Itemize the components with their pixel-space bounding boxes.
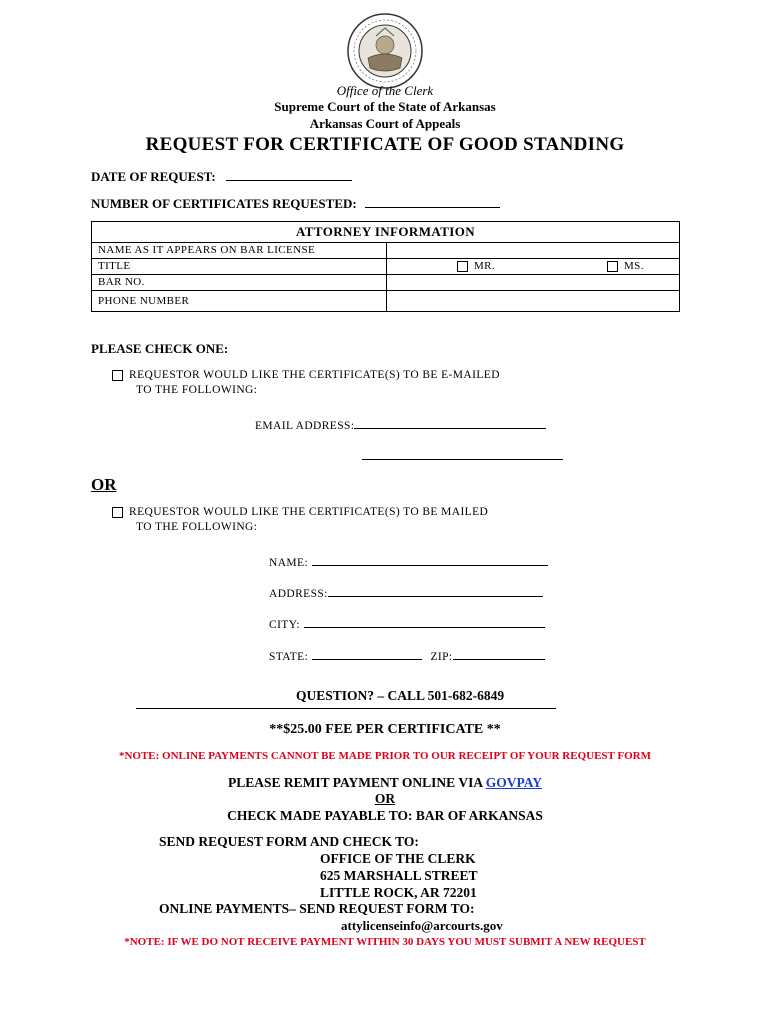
- checkbox-icon[interactable]: [112, 370, 123, 381]
- ms-label: MS.: [624, 260, 644, 272]
- state-seal-icon: [346, 12, 424, 90]
- attorney-information-table: [91, 221, 680, 312]
- bar-no-input[interactable]: [387, 275, 680, 291]
- number-of-certificates-label: NUMBER OF CERTIFICATES REQUESTED:: [91, 196, 357, 211]
- email-address-label: EMAIL ADDRESS:: [255, 420, 355, 432]
- mail-name-label: NAME:: [269, 557, 309, 569]
- number-of-certificates-field[interactable]: [91, 195, 500, 213]
- court-name-2: Arkansas Court of Appeals: [309, 116, 461, 131]
- mail-option[interactable]: [112, 506, 488, 518]
- mail-name-line[interactable]: [312, 554, 548, 566]
- send-request-to: SEND REQUEST FORM AND CHECK TO:: [159, 834, 419, 849]
- fee-per-certificate: **$25.00 FEE PER CERTIFICATE **: [269, 722, 501, 737]
- attorney-information-heading: ATTORNEY INFORMATION: [92, 222, 680, 243]
- mail-zip-line[interactable]: [453, 648, 545, 660]
- email-option-text-1: REQUESTOR WOULD LIKE THE CERTIFICATE(S) TO BE E-MAILED: [129, 369, 500, 381]
- mail-name-field[interactable]: [269, 554, 548, 569]
- mail-city-line[interactable]: [304, 616, 545, 628]
- email-address-field[interactable]: [255, 417, 546, 432]
- check-payable-to: CHECK MADE PAYABLE TO: BAR OF ARKANSAS: [227, 808, 543, 823]
- checkbox-icon[interactable]: [457, 261, 468, 272]
- or-divider: OR: [91, 475, 117, 494]
- email-address-line-2[interactable]: [362, 448, 563, 460]
- mail-option-text-2: TO THE FOLLOWING:: [136, 521, 258, 533]
- license-email[interactable]: attylicenseinfo@arcourts.gov: [341, 918, 503, 933]
- name-on-license-input[interactable]: [387, 243, 680, 259]
- ms-option[interactable]: [607, 259, 644, 274]
- email-option[interactable]: [112, 369, 500, 381]
- page-title: REQUEST FOR CERTIFICATE OF GOOD STANDING: [145, 134, 625, 155]
- remit-payment-text: PLEASE REMIT PAYMENT ONLINE VIA: [228, 775, 483, 790]
- mail-address-field[interactable]: [269, 585, 543, 600]
- phone-number-label: PHONE NUMBER: [92, 291, 387, 312]
- phone-number-input[interactable]: [387, 291, 680, 312]
- remit-payment-line: [0, 775, 770, 791]
- online-payment-note: *NOTE: ONLINE PAYMENTS CANNOT BE MADE PRIOR TO OUR RECEIPT OF YOUR REQUEST FORM: [118, 750, 652, 762]
- mail-city-label: CITY:: [269, 619, 300, 631]
- mail-zip-label: ZIP:: [430, 651, 453, 663]
- mail-option-text-1: REQUESTOR WOULD LIKE THE CERTIFICATE(S) TO BE MAILED: [129, 506, 489, 518]
- please-check-one-label: PLEASE CHECK ONE:: [91, 341, 229, 356]
- title-options: [387, 259, 680, 275]
- bar-no-label: BAR NO.: [92, 275, 387, 291]
- name-on-license-label: NAME AS IT APPEARS ON BAR LICENSE: [92, 243, 387, 259]
- online-payments-send-to: ONLINE PAYMENTS– SEND REQUEST FORM TO:: [159, 901, 475, 916]
- thirty-day-note: *NOTE: IF WE DO NOT RECEIVE PAYMENT WITHIN 30 DAYS YOU MUST SUBMIT A NEW REQUEST: [124, 936, 646, 948]
- title-label: TITLE: [92, 259, 387, 275]
- or-payment: OR: [374, 791, 396, 806]
- mail-address-label: ADDRESS:: [269, 588, 328, 600]
- mail-address-line-1: OFFICE OF THE CLERK: [320, 851, 476, 866]
- mail-city-field[interactable]: [269, 616, 545, 631]
- email-option-text-2: TO THE FOLLOWING:: [136, 384, 258, 396]
- mail-address-line-3: LITTLE ROCK, AR 72201: [320, 885, 477, 900]
- office-title: Office of the Clerk: [336, 83, 434, 98]
- mr-label: MR.: [474, 260, 496, 272]
- date-of-request-line[interactable]: [226, 169, 352, 181]
- date-of-request-label: DATE OF REQUEST:: [91, 169, 216, 184]
- number-of-certificates-line[interactable]: [365, 196, 500, 208]
- email-address-line[interactable]: [354, 417, 546, 429]
- date-of-request-field[interactable]: [91, 168, 352, 186]
- checkbox-icon[interactable]: [607, 261, 618, 272]
- mail-address-line-2: 625 MARSHALL STREET: [320, 868, 478, 883]
- divider-line: [136, 708, 556, 709]
- mail-state-label: STATE:: [269, 651, 309, 663]
- mail-address-line[interactable]: [328, 585, 543, 597]
- mr-option[interactable]: [457, 259, 495, 274]
- govpay-link[interactable]: GOVPAY: [485, 775, 542, 790]
- court-name-1: Supreme Court of the State of Arkansas: [274, 99, 496, 114]
- question-call: QUESTION? – CALL 501-682-6849: [296, 688, 505, 703]
- mail-state-zip-field[interactable]: [269, 648, 545, 663]
- checkbox-icon[interactable]: [112, 507, 123, 518]
- mail-state-line[interactable]: [312, 648, 422, 660]
